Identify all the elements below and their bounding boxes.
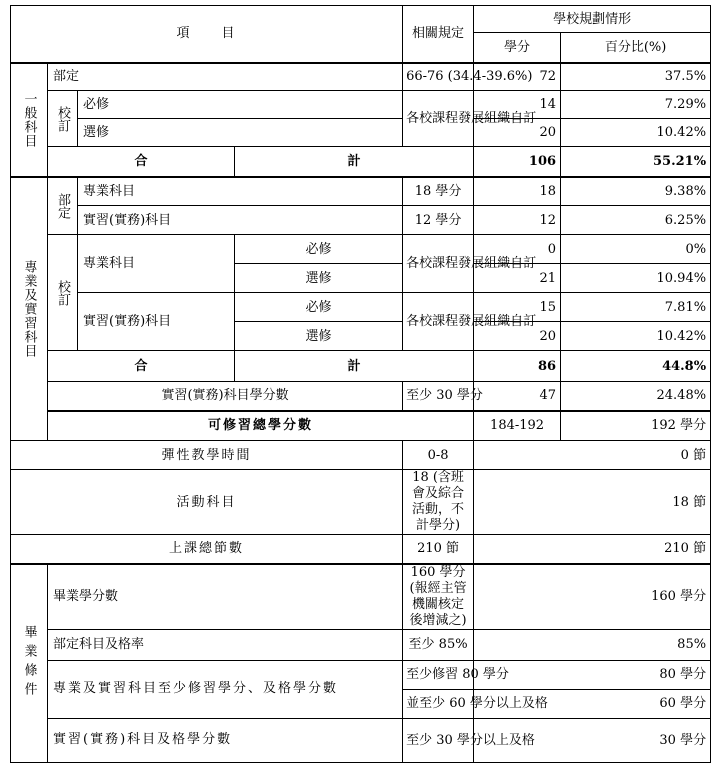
grad-pass-row — [11, 629, 711, 660]
general-required-pct: 37.5% — [561, 63, 711, 91]
prof-school-practice-reg: 各校課程發展組織自訂 — [403, 293, 474, 351]
general-elective-label: 選修 — [78, 119, 403, 147]
prof-practice-total-row — [11, 382, 711, 411]
summary-activity-row — [11, 470, 711, 535]
general-total-pct: 55.21% — [561, 147, 711, 177]
general-required-label: 部定 — [48, 63, 403, 91]
grad-practice-reg: 至少 30 學分以上及格 — [403, 718, 474, 762]
grad-credits-label: 畢業學分數 — [48, 564, 403, 630]
credit-table — [10, 5, 711, 763]
grad-practice-val: 30 學分 — [474, 718, 711, 762]
header-row-1 — [11, 6, 711, 33]
general-required-row — [11, 63, 711, 91]
grad-prof-row-1 — [11, 660, 711, 689]
summary-activity-reg: 18 (含班會及綜合活動，不計學分) — [403, 470, 474, 535]
general-elective-pct: 10.42% — [561, 119, 711, 147]
prof-school-practice-mandatory-row — [11, 293, 711, 322]
summary-class-row — [11, 535, 711, 564]
grad-prof-val-2: 60 學分 — [474, 689, 711, 718]
grad-credits-row — [11, 564, 711, 630]
grad-prof-reg-1: 至少修習 80 學分 — [403, 660, 474, 689]
prof-total-label-b: 計 — [235, 351, 474, 382]
summary-class-val: 210 節 — [474, 535, 711, 564]
prof-school-prof-label: 專業科目 — [78, 235, 235, 293]
grad-pass-label: 部定科目及格率 — [48, 629, 403, 660]
prof-spr-mand-credits: 15 — [474, 293, 561, 322]
prof-sp-elec-pct: 10.94% — [561, 264, 711, 293]
prof-spr-mand-pct: 7.81% — [561, 293, 711, 322]
grad-prof-label: 專業及實習科目至少修習學分、及格學分數 — [48, 660, 403, 718]
prof-school-practice-mandatory: 必修 — [235, 293, 403, 322]
prof-spr-elec-pct: 10.42% — [561, 322, 711, 351]
general-total-credits: 106 — [474, 147, 561, 177]
header-regulation: 相關規定 — [403, 6, 474, 63]
general-mandatory-credits: 14 — [474, 91, 561, 119]
credit-table-container — [10, 5, 711, 763]
general-mandatory-label: 必修 — [78, 91, 403, 119]
general-required-credits: 72 — [474, 63, 561, 91]
summary-total-credits-row — [11, 411, 711, 441]
prof-subject-pct: 9.38% — [561, 177, 711, 206]
general-required-reg: 66-76 (34.4-39.6%) — [403, 63, 474, 91]
general-total-row — [11, 147, 711, 177]
prof-total-label-a: 合 — [48, 351, 235, 382]
prof-practice-total-reg: 至少 30 學分 — [403, 382, 474, 411]
prof-required-label: 部定 — [48, 177, 78, 235]
general-mandatory-pct: 7.29% — [561, 91, 711, 119]
prof-sp-mand-credits: 0 — [474, 235, 561, 264]
summary-flex-label: 彈性教學時間 — [11, 441, 403, 470]
summary-total-credits-reg: 184-192 — [474, 411, 561, 441]
prof-school-practice-label: 實習(實務)科目 — [78, 293, 235, 351]
general-elective-credits: 20 — [474, 119, 561, 147]
general-total-label-b: 計 — [235, 147, 474, 177]
prof-practice-credits: 12 — [474, 206, 561, 235]
prof-total-pct: 44.8% — [561, 351, 711, 382]
general-school-reg: 各校課程發展組織自訂 — [403, 91, 474, 147]
prof-required-row — [11, 177, 711, 206]
summary-activity-label: 活動科目 — [11, 470, 403, 535]
grad-prof-reg-2: 並至少 60 學分以上及格 — [403, 689, 474, 718]
prof-practice-total-pct: 24.48% — [561, 382, 711, 411]
prof-subject-label: 專業科目 — [78, 177, 403, 206]
prof-school-prof-mandatory-row — [11, 235, 711, 264]
grad-pass-reg: 至少 85% — [403, 629, 474, 660]
prof-school-prof-mandatory: 必修 — [235, 235, 403, 264]
grad-practice-label: 實習(實務)科目及格學分數 — [48, 718, 403, 762]
general-school-label: 校訂 — [48, 91, 78, 147]
summary-class-reg: 210 節 — [403, 535, 474, 564]
prof-school-label: 校訂 — [48, 235, 78, 351]
grad-pass-val: 85% — [474, 629, 711, 660]
grad-prof-val-1: 80 學分 — [474, 660, 711, 689]
prof-sp-mand-pct: 0% — [561, 235, 711, 264]
summary-total-credits-val: 192 學分 — [561, 411, 711, 441]
prof-subject-credits: 18 — [474, 177, 561, 206]
prof-total-row — [11, 351, 711, 382]
prof-school-practice-elective: 選修 — [235, 322, 403, 351]
summary-flex-val: 0 節 — [474, 441, 711, 470]
prof-school-prof-reg: 各校課程發展組織自訂 — [403, 235, 474, 293]
prof-school-prof-elective: 選修 — [235, 264, 403, 293]
grad-credits-reg: 160 學分(報經主管機關核定後增減之) — [403, 564, 474, 630]
general-elective-row — [11, 119, 711, 147]
header-item: 項 目 — [11, 6, 403, 63]
prof-group-label: 專業及實習科目 — [11, 177, 48, 441]
summary-flex-row — [11, 441, 711, 470]
grad-credits-val: 160 學分 — [474, 564, 711, 630]
general-total-label-a: 合 — [48, 147, 235, 177]
grad-group-label: 畢業條件 — [11, 564, 48, 763]
header-school-plan: 學校規劃情形 — [474, 6, 711, 33]
summary-total-credits-label: 可修習總學分數 — [48, 411, 474, 441]
prof-sp-elec-credits: 21 — [474, 264, 561, 293]
general-mandatory-row — [11, 91, 711, 119]
summary-flex-reg: 0-8 — [403, 441, 474, 470]
prof-practice-row — [11, 206, 711, 235]
summary-activity-val: 18 節 — [474, 470, 711, 535]
prof-practice-total-label: 實習(實務)科目學分數 — [48, 382, 403, 411]
prof-total-credits: 86 — [474, 351, 561, 382]
prof-practice-reg: 12 學分 — [403, 206, 474, 235]
grad-practice-row — [11, 718, 711, 762]
prof-practice-total-credits: 47 — [474, 382, 561, 411]
prof-practice-label: 實習(實務)科目 — [78, 206, 403, 235]
summary-class-label: 上課總節數 — [11, 535, 403, 564]
header-percent: 百分比(%) — [561, 33, 711, 63]
prof-spr-elec-credits: 20 — [474, 322, 561, 351]
prof-practice-pct: 6.25% — [561, 206, 711, 235]
prof-subject-reg: 18 學分 — [403, 177, 474, 206]
header-credits: 學分 — [474, 33, 561, 63]
general-group-label: 一般科目 — [11, 63, 48, 177]
